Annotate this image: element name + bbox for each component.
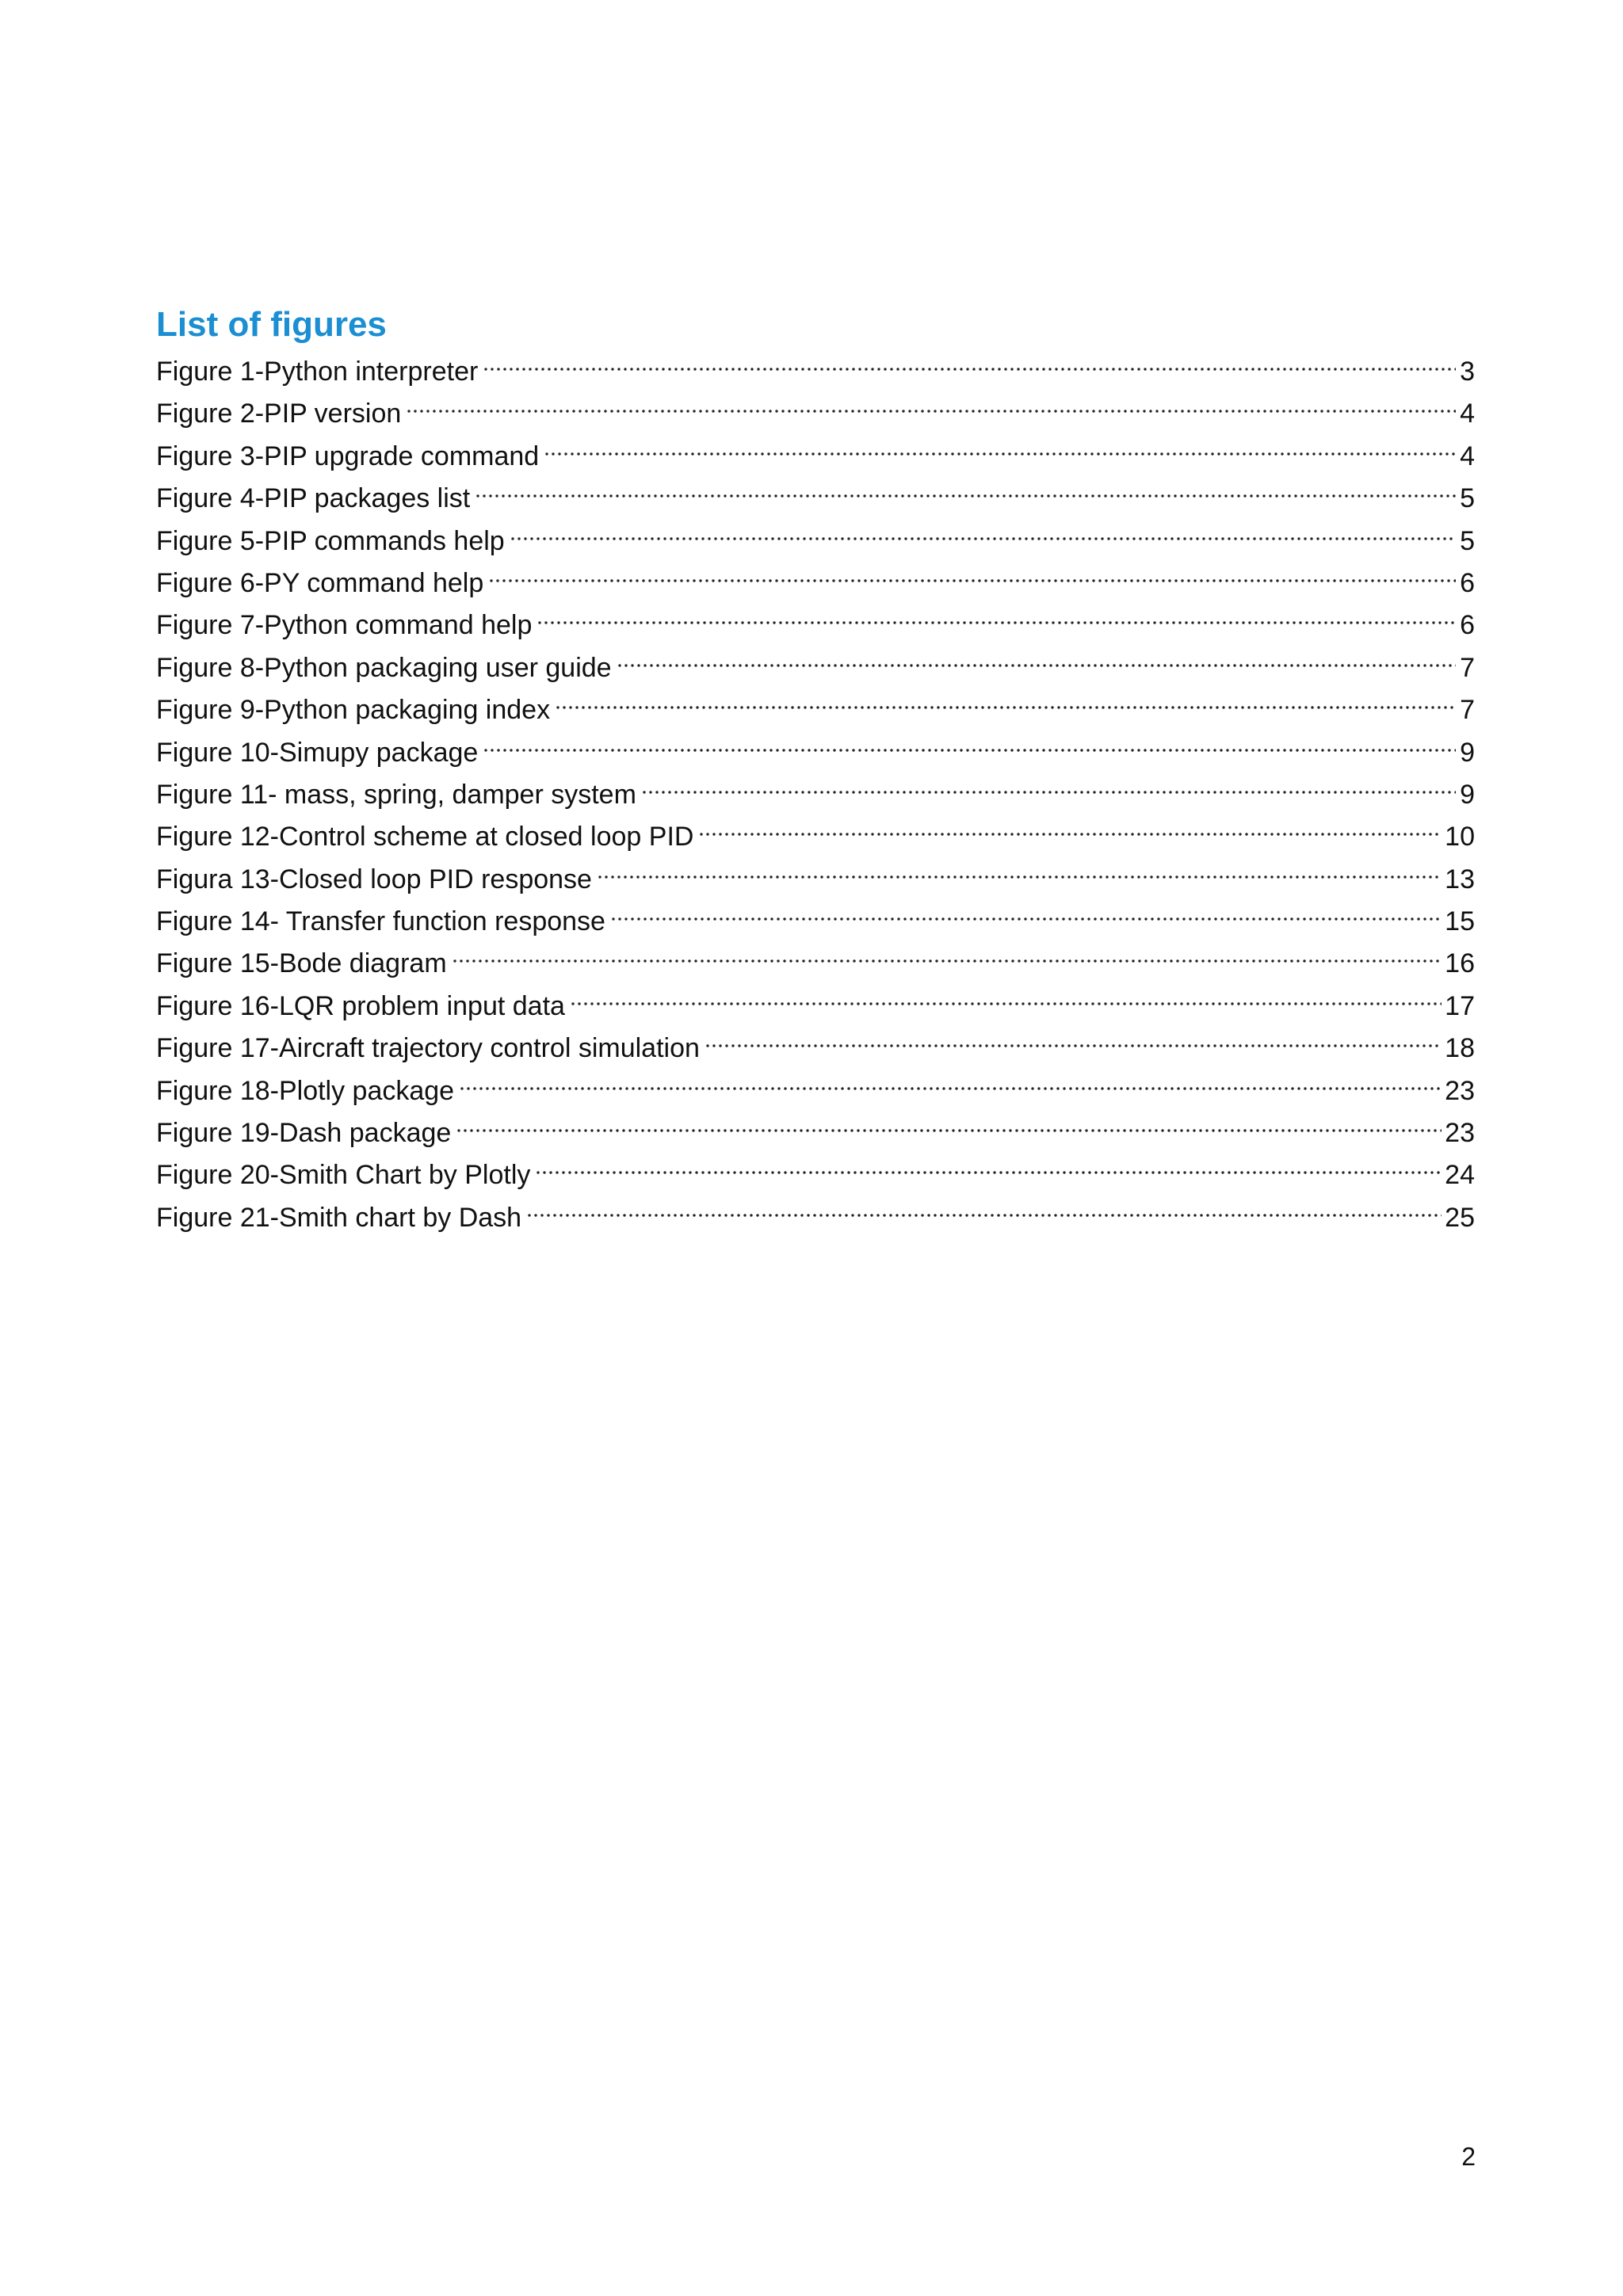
figure-entry-label: Figure 18-Plotly package bbox=[156, 1075, 455, 1106]
figure-entry-label: Figure 16-LQR problem input data bbox=[156, 990, 565, 1021]
figure-entry-label: Figure 1-Python interpreter bbox=[156, 357, 479, 387]
figure-entry-label: Figure 17-Aircraft trajectory control simulation bbox=[156, 1033, 700, 1064]
page-number: 2 bbox=[1461, 2142, 1476, 2171]
figure-entry-page: 23 bbox=[1445, 1075, 1475, 1106]
figure-entry-label: Figure 12-Control scheme at closed loop PID bbox=[156, 822, 694, 852]
figure-entry-label: Figure 6-PY command help bbox=[156, 567, 484, 598]
dot-leader bbox=[555, 704, 1456, 711]
figure-entry[interactable] bbox=[156, 1197, 1475, 1239]
figure-entry[interactable] bbox=[156, 1112, 1475, 1154]
figure-entry-page: 4 bbox=[1460, 399, 1475, 429]
figure-entry-page: 24 bbox=[1445, 1160, 1475, 1191]
dot-leader bbox=[617, 662, 1456, 669]
figure-entry-label: Figure 3-PIP upgrade command bbox=[156, 441, 540, 471]
figure-entry-label: Figure 11- mass, spring, damper system bbox=[156, 779, 636, 810]
dot-leader bbox=[406, 407, 1456, 415]
figure-entry[interactable] bbox=[156, 393, 1475, 435]
figure-entry[interactable] bbox=[156, 774, 1475, 816]
figure-entry[interactable] bbox=[156, 351, 1475, 393]
figure-entry-label: Figure 2-PIP version bbox=[156, 399, 402, 429]
figure-entry[interactable] bbox=[156, 986, 1475, 1028]
dot-leader bbox=[452, 957, 1442, 965]
dot-leader bbox=[705, 1042, 1442, 1050]
figure-entry-page: 10 bbox=[1445, 822, 1475, 852]
figure-entry-page: 16 bbox=[1445, 948, 1475, 979]
figure-entry[interactable] bbox=[156, 943, 1475, 985]
dot-leader bbox=[597, 873, 1442, 881]
figure-entry[interactable] bbox=[156, 901, 1475, 943]
dot-leader bbox=[544, 450, 1456, 458]
figure-entry-page: 13 bbox=[1445, 864, 1475, 894]
figure-entry-label: Figure 21-Smith chart by Dash bbox=[156, 1202, 522, 1233]
dot-leader bbox=[456, 1127, 1442, 1135]
figure-entry[interactable] bbox=[156, 436, 1475, 478]
figure-entry-page: 7 bbox=[1460, 652, 1475, 683]
figure-entry[interactable] bbox=[156, 563, 1475, 605]
dot-leader bbox=[698, 830, 1442, 838]
figure-list bbox=[156, 351, 1475, 1239]
dot-leader bbox=[537, 619, 1456, 627]
figure-entry[interactable] bbox=[156, 689, 1475, 731]
list-of-figures-heading: List of figures bbox=[156, 305, 387, 344]
figure-entry-label: Figure 9-Python packaging index bbox=[156, 695, 551, 726]
figure-entry-page: 15 bbox=[1445, 906, 1475, 937]
figure-entry-page: 18 bbox=[1445, 1033, 1475, 1064]
figure-entry-page: 7 bbox=[1460, 695, 1475, 726]
figure-entry-label: Figure 15-Bode diagram bbox=[156, 948, 447, 979]
figure-entry-page: 4 bbox=[1460, 441, 1475, 471]
figure-entry[interactable] bbox=[156, 605, 1475, 646]
figure-entry-page: 17 bbox=[1445, 990, 1475, 1021]
figure-entry-page: 6 bbox=[1460, 567, 1475, 598]
dot-leader bbox=[488, 577, 1456, 585]
dot-leader bbox=[483, 746, 1456, 754]
dot-leader bbox=[510, 535, 1456, 543]
dot-leader bbox=[570, 1000, 1442, 1008]
figure-entry-page: 9 bbox=[1460, 737, 1475, 768]
figure-entry-label: Figure 19-Dash package bbox=[156, 1118, 452, 1149]
figure-entry-label: Figura 13-Closed loop PID response bbox=[156, 864, 592, 894]
figure-entry[interactable] bbox=[156, 732, 1475, 774]
figure-entry[interactable] bbox=[156, 1070, 1475, 1112]
figure-entry-page: 3 bbox=[1460, 357, 1475, 387]
figure-entry-label: Figure 5-PIP commands help bbox=[156, 525, 505, 556]
dot-leader bbox=[641, 788, 1456, 796]
figure-entry-label: Figure 7-Python command help bbox=[156, 610, 533, 641]
dot-leader bbox=[483, 365, 1456, 373]
figure-entry-page: 5 bbox=[1460, 483, 1475, 514]
figure-entry[interactable] bbox=[156, 816, 1475, 858]
dot-leader bbox=[526, 1211, 1442, 1219]
figure-entry[interactable] bbox=[156, 859, 1475, 901]
figure-entry-label: Figure 20-Smith Chart by Plotly bbox=[156, 1160, 531, 1191]
figure-entry-page: 9 bbox=[1460, 779, 1475, 810]
dot-leader bbox=[610, 915, 1442, 923]
figure-entry[interactable] bbox=[156, 478, 1475, 520]
dot-leader bbox=[475, 492, 1456, 500]
figure-entry-label: Figure 14- Transfer function response bbox=[156, 906, 605, 937]
figure-entry-label: Figure 8-Python packaging user guide bbox=[156, 652, 612, 683]
dot-leader bbox=[535, 1169, 1442, 1177]
figure-entry-page: 23 bbox=[1445, 1118, 1475, 1149]
dot-leader bbox=[459, 1085, 1442, 1093]
figure-entry-page: 5 bbox=[1460, 525, 1475, 556]
list-of-figures bbox=[156, 301, 1475, 1239]
figure-entry-label: Figure 4-PIP packages list bbox=[156, 483, 471, 514]
figure-entry[interactable] bbox=[156, 1154, 1475, 1196]
figure-entry-page: 25 bbox=[1445, 1202, 1475, 1233]
figure-entry-page: 6 bbox=[1460, 610, 1475, 641]
figure-entry[interactable] bbox=[156, 1028, 1475, 1070]
figure-entry[interactable] bbox=[156, 521, 1475, 563]
figure-entry[interactable] bbox=[156, 647, 1475, 689]
figure-entry-label: Figure 10-Simupy package bbox=[156, 737, 479, 768]
